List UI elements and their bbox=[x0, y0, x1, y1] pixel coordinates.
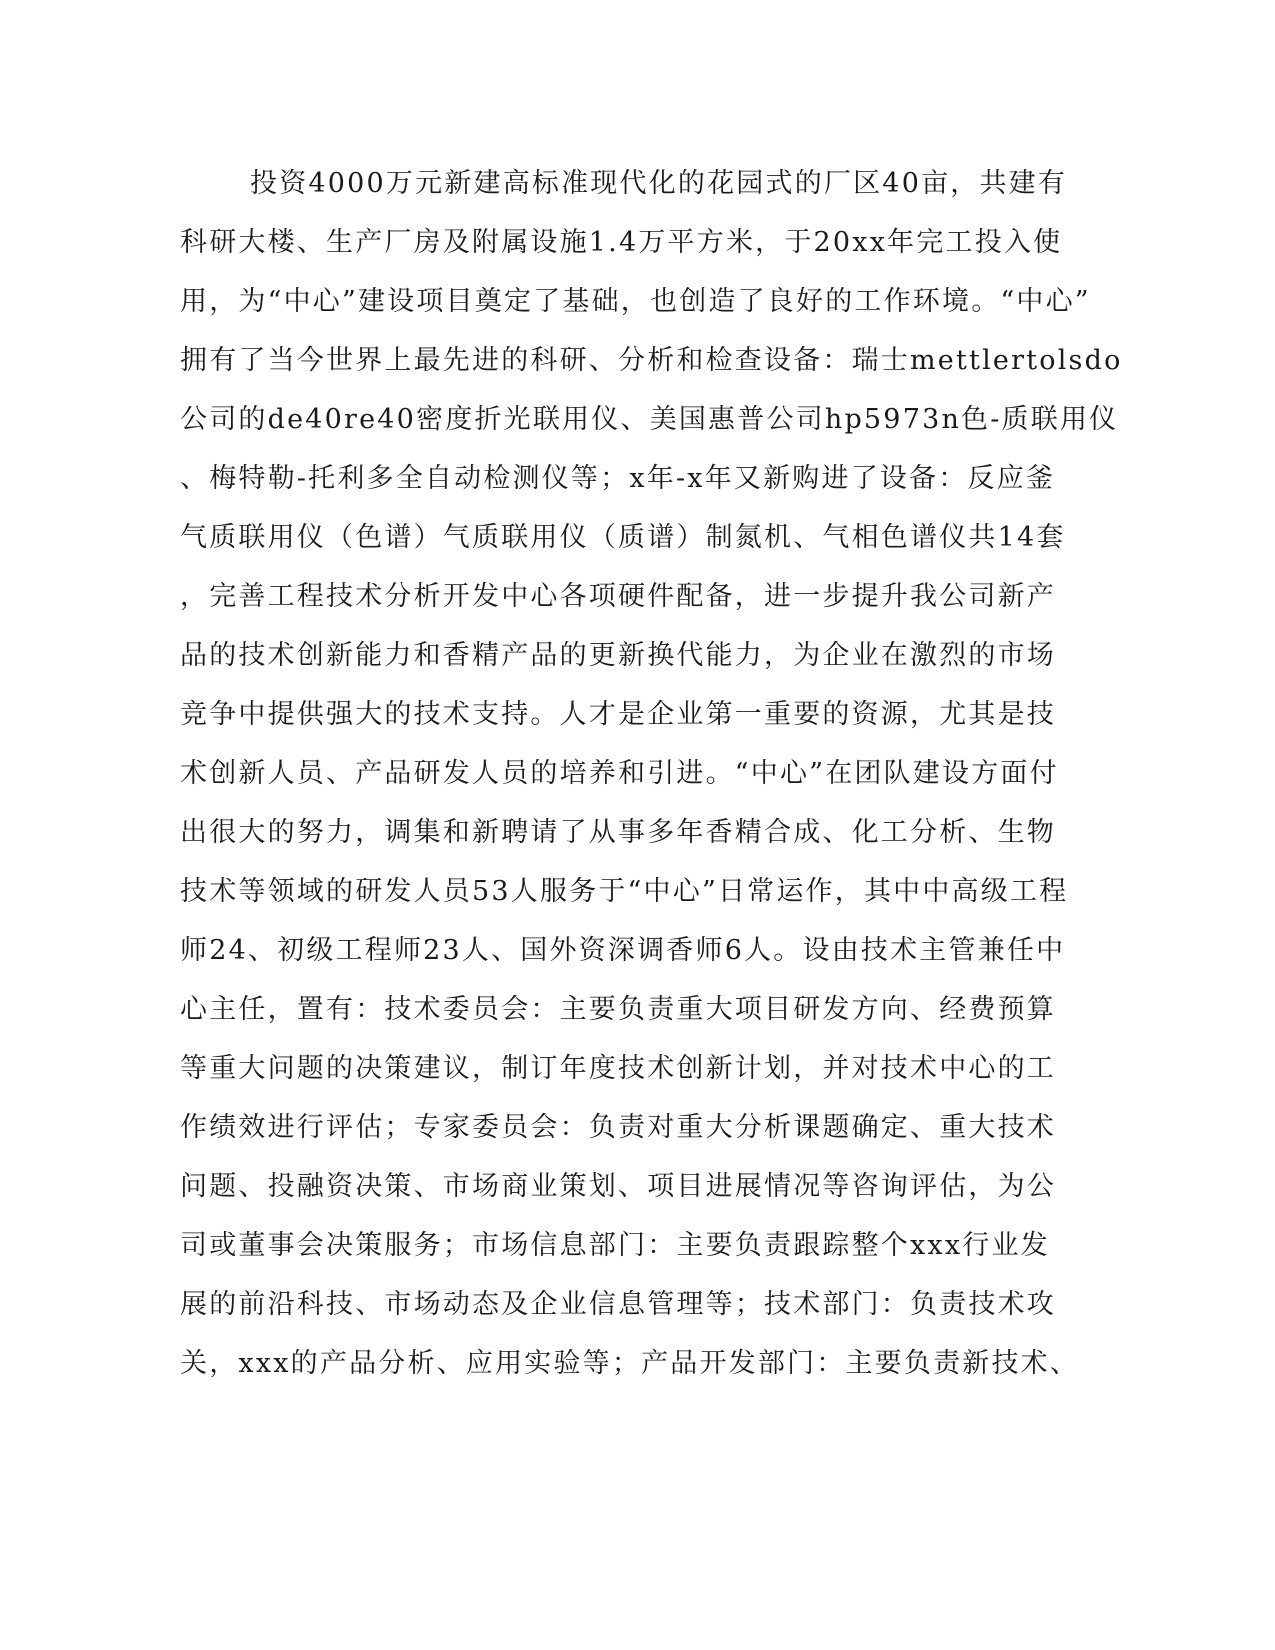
paragraph-line: 气质联用仪（色谱）气质联用仪（质谱）制氮机、气相色谱仪共14套 bbox=[180, 522, 1066, 553]
body-paragraph bbox=[180, 160, 1123, 1399]
paragraph-line: 技术等领域的研发人员53人服务于“中心”日常运作，其中中高级工程 bbox=[180, 876, 1069, 907]
paragraph-line: ，完善工程技术分析开发中心各项硬件配备，进一步提升我公司新产 bbox=[180, 581, 1056, 612]
paragraph-line: 科研大楼、生产厂房及附属设施1.4万平方米，于20xx年完工投入使 bbox=[180, 227, 1063, 258]
paragraph-line: 用，为“中心”建设项目奠定了基础，也创造了良好的工作环境。“中心” bbox=[180, 286, 1091, 317]
paragraph-line: 作绩效进行评估；专家委员会：负责对重大分析课题确定、重大技术 bbox=[180, 1112, 1056, 1143]
paragraph-line: 竞争中提供强大的技术支持。人才是企业第一重要的资源，尤其是技 bbox=[180, 699, 1056, 730]
paragraph-line: 问题、投融资决策、市场商业策划、项目进展情况等咨询评估，为公 bbox=[180, 1171, 1056, 1202]
paragraph-line: 投资4000万元新建高标准现代化的花园式的厂区40亩，共建有 bbox=[250, 168, 1068, 199]
paragraph-line: 拥有了当今世界上最先进的科研、分析和检查设备：瑞士mettlertolsdo bbox=[180, 345, 1123, 376]
paragraph-line: 品的技术创新能力和香精产品的更新换代能力，为企业在激烈的市场 bbox=[180, 640, 1056, 671]
paragraph-line: 等重大问题的决策建议，制订年度技术创新计划，并对技术中心的工 bbox=[180, 1053, 1056, 1084]
paragraph-line: 师24、初级工程师23人、国外资深调香师6人。设由技术主管兼任中 bbox=[180, 935, 1066, 966]
paragraph-line: 术创新人员、产品研发人员的培养和引进。“中心”在团队建设方面付 bbox=[180, 758, 1059, 789]
paragraph-line: 公司的de40re40密度折光联用仪、美国惠普公司hp5973n色-质联用仪 bbox=[180, 404, 1119, 435]
paragraph-line: 心主任，置有：技术委员会：主要负责重大项目研发方向、经费预算 bbox=[180, 994, 1056, 1025]
paragraph-line: 、梅特勒-托利多全自动检测仪等；x年-x年又新购进了设备：反应釜 bbox=[180, 463, 1056, 494]
paragraph-line: 关，xxx的产品分析、应用实验等；产品开发部门：主要负责新技术、 bbox=[180, 1348, 1080, 1379]
paragraph-line: 出很大的努力，调集和新聘请了从事多年香精合成、化工分析、生物 bbox=[180, 817, 1056, 848]
paragraph-line: 司或董事会决策服务；市场信息部门：主要负责跟踪整个xxx行业发 bbox=[180, 1230, 1050, 1261]
paragraph-line: 展的前沿科技、市场动态及企业信息管理等；技术部门：负责技术攻 bbox=[180, 1289, 1056, 1320]
